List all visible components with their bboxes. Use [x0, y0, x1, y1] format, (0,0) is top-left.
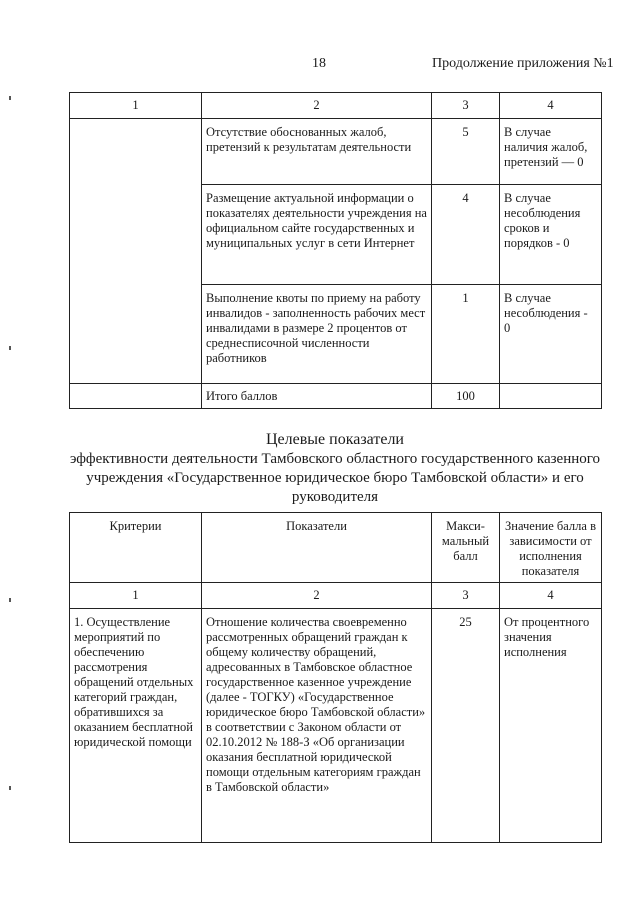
table-row [70, 119, 602, 185]
col-number: 2 [202, 93, 432, 119]
score-cell: 4 [432, 185, 500, 285]
column-number-row [70, 93, 602, 119]
col-number: 1 [70, 583, 202, 609]
total-empty-cell [70, 384, 202, 409]
col-number: 4 [500, 93, 602, 119]
value-cell: От процентного значения исполнения [500, 609, 602, 843]
margin-mark [9, 598, 11, 602]
margin-mark [9, 346, 11, 350]
total-label: Итого баллов [202, 384, 432, 409]
column-number-row [70, 583, 602, 609]
total-row [70, 384, 602, 409]
condition-cell: В случае несоблюдения - 0 [500, 285, 602, 384]
condition-cell: В случае несоблюдения сроков и порядков - 0 [500, 185, 602, 285]
indicator-cell: Отношение количества своевременно рассмотренных обращений граждан к общему количеству обращений, адресованных в Тамбовское областное государственное казенное учреждение (далее - ТОГКУ) «Государственное юридическое бюро Тамбовской области» в соответствии с Законом области от 02.10.2012 № 188-З «Об организации оказания бесплатной юридической помощи отдельным категориям граждан в Тамбовской области» [202, 609, 432, 843]
header-max-score: Макси-мальный балл [432, 513, 500, 583]
criterion-cell: 1. Осуществление мероприятий по обеспечению рассмотрения обращений отдельных категорий граждан, обратившихся за оказанием бесплатной юридической помощи [70, 609, 202, 843]
page-number: 18 [312, 56, 326, 71]
total-value: 100 [432, 384, 500, 409]
criteria-table-continued [69, 92, 602, 409]
section-title: Целевые показатели [266, 431, 404, 448]
score-cell: 5 [432, 119, 500, 185]
condition-cell: В случае наличия жалоб, претензий — 0 [500, 119, 602, 185]
score-cell: 1 [432, 285, 500, 384]
score-cell: 25 [432, 609, 500, 843]
col-number: 3 [432, 93, 500, 119]
target-indicators-table [69, 512, 602, 843]
continuation-label: Продолжение приложения №1 [432, 56, 614, 71]
margin-mark [9, 786, 11, 790]
col-number: 3 [432, 583, 500, 609]
header-row [70, 513, 602, 583]
indicator-cell: Отсутствие обоснованных жалоб, претензий к результатам деятельности [202, 119, 432, 185]
indicator-cell: Выполнение квоты по приему на работу инвалидов - заполненность рабочих мест инвалидами в размере 2 процентов от среднесписочной численности работников [202, 285, 432, 384]
col-number: 2 [202, 583, 432, 609]
header-criteria: Критерии [70, 513, 202, 583]
indicator-cell: Размещение актуальной информации о показателях деятельности учреждения на официальном сайте государственных и муниципальных услуг в сети Интернет [202, 185, 432, 285]
header-score-value: Значение балла в зависимости от исполнения показателя [500, 513, 602, 583]
col-number: 4 [500, 583, 602, 609]
col-number: 1 [70, 93, 202, 119]
table-row [70, 609, 602, 843]
header-indicators: Показатели [202, 513, 432, 583]
margin-mark [9, 96, 11, 100]
total-empty-cell [500, 384, 602, 409]
section-subtitle: эффективности деятельности Тамбовского областного государственного казенного учреждения «Государственное юридическое бюро Тамбовской области» и его руководителя [69, 451, 601, 505]
criterion-cell-empty [70, 119, 202, 384]
